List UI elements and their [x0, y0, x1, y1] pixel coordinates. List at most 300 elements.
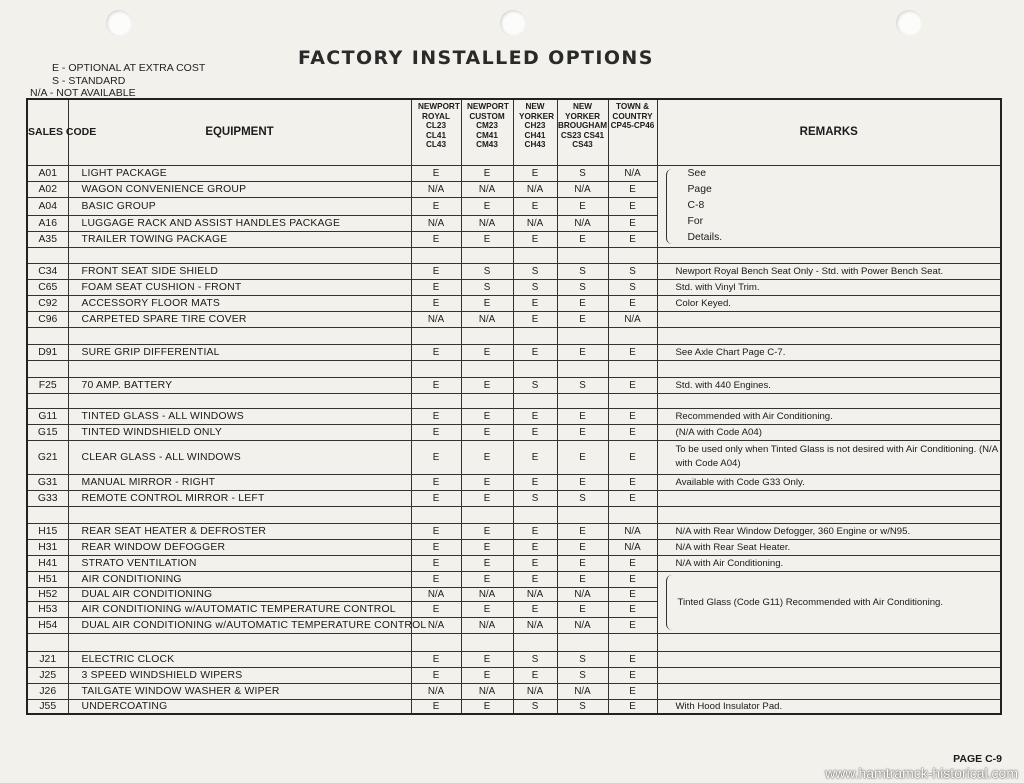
availability-cell: N/A [411, 215, 461, 231]
availability-cell: E [461, 295, 513, 311]
remark-cell: With Hood Insulator Pad. [657, 699, 1001, 714]
availability-cell: E [411, 231, 461, 247]
equipment-name: DUAL AIR CONDITIONING w/AUTOMATIC TEMPERATURE CONTROL [68, 617, 411, 633]
group-remark-line: Details. [687, 232, 723, 243]
availability-cell: N/A [557, 181, 608, 197]
availability-cell: S [557, 667, 608, 683]
spacer-row [27, 393, 1001, 408]
spacer-cell [461, 506, 513, 523]
availability-cell: E [557, 295, 608, 311]
availability-cell: E [411, 490, 461, 506]
sales-code: H52 [27, 587, 68, 601]
availability-cell: N/A [608, 539, 657, 555]
spacer-row [27, 360, 1001, 377]
sales-code: H53 [27, 601, 68, 617]
availability-cell: E [513, 571, 557, 587]
page-number: PAGE C-9 [953, 753, 1002, 765]
spacer-cell [27, 393, 68, 408]
sales-code: C92 [27, 295, 68, 311]
availability-cell: S [513, 263, 557, 279]
spacer-cell [557, 393, 608, 408]
spacer-row [27, 633, 1001, 651]
legend [30, 62, 205, 100]
availability-cell: E [461, 651, 513, 667]
spacer-cell [68, 327, 411, 344]
availability-cell: E [461, 523, 513, 539]
spacer-cell [461, 393, 513, 408]
availability-cell: E [608, 197, 657, 215]
spacer-row [27, 247, 1001, 263]
equipment-name: TINTED GLASS - ALL WINDOWS [68, 408, 411, 424]
header-model-text: TOWN & COUNTRY CP45-CP46 [610, 102, 655, 131]
equipment-name: UNDERCOATING [68, 699, 411, 714]
group-remark-line: Page [687, 184, 712, 195]
availability-cell: E [513, 601, 557, 617]
equipment-name: TRAILER TOWING PACKAGE [68, 231, 411, 247]
availability-cell: E [411, 699, 461, 714]
equipment-name: LIGHT PACKAGE [68, 165, 411, 181]
availability-cell: E [557, 231, 608, 247]
option-row [27, 377, 1001, 393]
spacer-cell [513, 327, 557, 344]
availability-cell: E [557, 601, 608, 617]
equipment-name: TINTED WINDSHIELD ONLY [68, 424, 411, 440]
spacer-cell [461, 327, 513, 344]
availability-cell: E [557, 539, 608, 555]
availability-cell: E [557, 523, 608, 539]
availability-cell: E [461, 601, 513, 617]
sales-code: J55 [27, 699, 68, 714]
availability-cell: E [557, 440, 608, 474]
availability-cell: E [513, 311, 557, 327]
spacer-cell [411, 393, 461, 408]
availability-cell: S [557, 651, 608, 667]
availability-cell: E [557, 197, 608, 215]
equipment-name: TAILGATE WINDOW WASHER & WIPER [68, 683, 411, 699]
spacer-cell [411, 360, 461, 377]
spacer-cell [68, 506, 411, 523]
spacer-cell [657, 506, 1001, 523]
availability-cell: E [513, 344, 557, 360]
option-row [27, 523, 1001, 539]
availability-cell: E [411, 474, 461, 490]
availability-cell: S [557, 165, 608, 181]
availability-cell: E [608, 587, 657, 601]
remark-cell: Recommended with Air Conditioning. [657, 408, 1001, 424]
availability-cell: S [461, 263, 513, 279]
spacer-cell [557, 247, 608, 263]
availability-cell: S [513, 377, 557, 393]
header-equipment: EQUIPMENT [68, 99, 411, 165]
spacer-cell [657, 360, 1001, 377]
spacer-cell [608, 506, 657, 523]
availability-cell: N/A [513, 617, 557, 633]
option-row [27, 165, 1001, 181]
availability-cell: E [513, 539, 557, 555]
equipment-name: FRONT SEAT SIDE SHIELD [68, 263, 411, 279]
availability-cell: N/A [411, 587, 461, 601]
equipment-name: REMOTE CONTROL MIRROR - LEFT [68, 490, 411, 506]
availability-cell: E [461, 377, 513, 393]
spacer-cell [608, 393, 657, 408]
availability-cell: E [411, 667, 461, 683]
availability-cell: E [461, 539, 513, 555]
availability-cell: E [411, 295, 461, 311]
availability-cell: E [411, 165, 461, 181]
equipment-name: AIR CONDITIONING [68, 571, 411, 587]
availability-cell: E [608, 440, 657, 474]
header-model-text: NEW YORKER CH23 CH41 CH43 [519, 102, 555, 150]
remark-cell [657, 490, 1001, 506]
option-row [27, 279, 1001, 295]
availability-cell: N/A [608, 165, 657, 181]
binder-hole-right [896, 10, 922, 36]
equipment-name: CLEAR GLASS - ALL WINDOWS [68, 440, 411, 474]
availability-cell: E [608, 490, 657, 506]
brace-mark [666, 575, 673, 630]
availability-cell: E [608, 344, 657, 360]
availability-cell: E [461, 699, 513, 714]
availability-cell: E [608, 408, 657, 424]
availability-cell: E [461, 555, 513, 571]
spacer-cell [608, 327, 657, 344]
availability-cell: E [461, 197, 513, 215]
availability-cell: N/A [461, 215, 513, 231]
equipment-name: CARPETED SPARE TIRE COVER [68, 311, 411, 327]
sales-code: G15 [27, 424, 68, 440]
equipment-name: SURE GRIP DIFFERENTIAL [68, 344, 411, 360]
option-row [27, 490, 1001, 506]
sales-code: G21 [27, 440, 68, 474]
spacer-cell [461, 247, 513, 263]
availability-cell: E [513, 295, 557, 311]
remark-cell [657, 683, 1001, 699]
spacer-cell [608, 247, 657, 263]
option-row [27, 424, 1001, 440]
availability-cell: S [557, 263, 608, 279]
availability-cell: E [461, 667, 513, 683]
option-row [27, 408, 1001, 424]
spacer-cell [657, 393, 1001, 408]
spacer-cell [411, 327, 461, 344]
header-model-text: NEWPORT ROYAL CL23 CL41 CL43 [418, 102, 460, 150]
header-model-text: NEWPORT CUSTOM CM23 CM41 CM43 [467, 102, 509, 150]
availability-cell: E [513, 555, 557, 571]
header-model-newport-royal [411, 99, 461, 165]
availability-cell: E [557, 344, 608, 360]
group-remark-line: For [687, 216, 704, 227]
sales-code: A02 [27, 181, 68, 197]
remark-cell: See Axle Chart Page C-7. [657, 344, 1001, 360]
availability-cell: E [608, 651, 657, 667]
sales-code: G11 [27, 408, 68, 424]
availability-cell: N/A [461, 587, 513, 601]
availability-cell: E [411, 539, 461, 555]
availability-cell: N/A [513, 683, 557, 699]
spacer-cell [68, 633, 411, 651]
availability-cell: E [411, 197, 461, 215]
availability-cell: E [608, 699, 657, 714]
equipment-name: FOAM SEAT CUSHION - FRONT [68, 279, 411, 295]
equipment-name: ACCESSORY FLOOR MATS [68, 295, 411, 311]
equipment-name: 70 AMP. BATTERY [68, 377, 411, 393]
availability-cell: E [461, 231, 513, 247]
spacer-cell [657, 247, 1001, 263]
option-row [27, 311, 1001, 327]
option-row [27, 555, 1001, 571]
availability-cell: E [513, 165, 557, 181]
availability-cell: E [461, 344, 513, 360]
availability-cell: E [461, 165, 513, 181]
availability-cell: E [557, 424, 608, 440]
spacer-cell [27, 247, 68, 263]
availability-cell: S [608, 279, 657, 295]
group-remark-line: See [687, 168, 706, 179]
availability-cell: E [461, 571, 513, 587]
availability-cell: E [557, 555, 608, 571]
spacer-cell [68, 247, 411, 263]
equipment-name: 3 SPEED WINDSHIELD WIPERS [68, 667, 411, 683]
remark-cell: Available with Code G33 Only. [657, 474, 1001, 490]
sales-code: H15 [27, 523, 68, 539]
availability-cell: N/A [411, 683, 461, 699]
binder-hole-left [106, 10, 132, 36]
sales-code: A01 [27, 165, 68, 181]
availability-cell: E [411, 377, 461, 393]
remark-cell: Std. with Vinyl Trim. [657, 279, 1001, 295]
sales-code: H31 [27, 539, 68, 555]
sales-code: H54 [27, 617, 68, 633]
availability-cell: S [513, 699, 557, 714]
spacer-cell [608, 360, 657, 377]
availability-cell: E [411, 263, 461, 279]
legend-optional: E - OPTIONAL AT EXTRA COST [52, 62, 206, 74]
sales-code: A16 [27, 215, 68, 231]
spacer-cell [557, 506, 608, 523]
availability-cell: E [461, 408, 513, 424]
availability-cell: E [513, 523, 557, 539]
spacer-cell [461, 360, 513, 377]
remark-cell [657, 667, 1001, 683]
availability-cell: S [513, 279, 557, 295]
availability-cell: N/A [608, 523, 657, 539]
availability-cell: E [608, 424, 657, 440]
spacer-cell [557, 633, 608, 651]
sales-code: D91 [27, 344, 68, 360]
availability-cell: E [411, 279, 461, 295]
availability-cell: E [608, 181, 657, 197]
availability-cell: S [557, 279, 608, 295]
availability-cell: E [608, 377, 657, 393]
equipment-name: ELECTRIC CLOCK [68, 651, 411, 667]
spacer-cell [513, 247, 557, 263]
equipment-name: REAR SEAT HEATER & DEFROSTER [68, 523, 411, 539]
option-row [27, 295, 1001, 311]
availability-cell: S [513, 651, 557, 667]
sales-code: C96 [27, 311, 68, 327]
availability-cell: E [608, 474, 657, 490]
availability-cell: E [557, 474, 608, 490]
spacer-cell [411, 247, 461, 263]
availability-cell: E [513, 424, 557, 440]
remark-cell [657, 311, 1001, 327]
availability-cell: E [411, 523, 461, 539]
availability-cell: N/A [513, 215, 557, 231]
remark-cell: Color Keyed. [657, 295, 1001, 311]
availability-cell: S [513, 490, 557, 506]
availability-cell: E [608, 667, 657, 683]
equipment-name: REAR WINDOW DEFOGGER [68, 539, 411, 555]
equipment-name: STRATO VENTILATION [68, 555, 411, 571]
group-remark-text: Tinted Glass (Code G11) Recommended with Air Conditioning. [677, 596, 944, 608]
sales-code: H41 [27, 555, 68, 571]
spacer-cell [513, 393, 557, 408]
spacer-cell [27, 633, 68, 651]
availability-cell: E [411, 651, 461, 667]
header-sales-code: SALES CODE [27, 99, 68, 165]
availability-cell: N/A [557, 215, 608, 231]
page-title: FACTORY INSTALLED OPTIONS [298, 47, 654, 69]
spacer-cell [27, 506, 68, 523]
availability-cell: N/A [411, 311, 461, 327]
availability-cell: N/A [557, 617, 608, 633]
availability-cell: E [513, 440, 557, 474]
availability-cell: E [557, 311, 608, 327]
option-row [27, 683, 1001, 699]
equipment-name: AIR CONDITIONING w/AUTOMATIC TEMPERATURE CONTROL [68, 601, 411, 617]
availability-cell: N/A [411, 617, 461, 633]
availability-cell: E [557, 408, 608, 424]
remark-cell: Newport Royal Bench Seat Only - Std. with Power Bench Seat. [657, 263, 1001, 279]
availability-cell: E [461, 424, 513, 440]
spacer-cell [461, 633, 513, 651]
spacer-cell [657, 633, 1001, 651]
availability-cell: E [461, 474, 513, 490]
availability-cell: N/A [461, 683, 513, 699]
option-row [27, 539, 1001, 555]
availability-cell: E [461, 490, 513, 506]
spacer-cell [27, 327, 68, 344]
group-remark-line: C-8 [687, 200, 705, 211]
availability-cell: E [608, 617, 657, 633]
availability-cell: E [411, 601, 461, 617]
availability-cell: S [461, 279, 513, 295]
availability-cell: N/A [411, 181, 461, 197]
sales-code: C65 [27, 279, 68, 295]
option-row [27, 263, 1001, 279]
remark-cell: N/A with Rear Window Defogger, 360 Engine or w/N95. [657, 523, 1001, 539]
legend-standard: S - STANDARD [52, 74, 126, 87]
availability-cell: E [411, 555, 461, 571]
availability-cell: N/A [557, 683, 608, 699]
availability-cell: N/A [513, 587, 557, 601]
spacer-cell [608, 633, 657, 651]
spacer-cell [411, 633, 461, 651]
remark-cell: N/A with Rear Seat Heater. [657, 539, 1001, 555]
availability-cell: E [411, 424, 461, 440]
availability-cell: N/A [513, 181, 557, 197]
header-model-new-yorker [513, 99, 557, 165]
remark-group-h [657, 571, 1001, 633]
availability-cell: N/A [461, 311, 513, 327]
availability-cell: E [411, 571, 461, 587]
option-row [27, 474, 1001, 490]
availability-cell: E [608, 683, 657, 699]
header-model-text: NEW YORKER BROUGHAM CS23 CS41 CS43 [557, 102, 608, 150]
spacer-cell [557, 327, 608, 344]
equipment-name: DUAL AIR CONDITIONING [68, 587, 411, 601]
binder-hole-center [500, 10, 526, 36]
sales-code: J26 [27, 683, 68, 699]
availability-cell: E [461, 440, 513, 474]
spacer-cell [68, 360, 411, 377]
sales-code: A04 [27, 197, 68, 215]
availability-cell: S [557, 490, 608, 506]
remark-cell: (N/A with Code A04) [657, 424, 1001, 440]
equipment-name: LUGGAGE RACK AND ASSIST HANDLES PACKAGE [68, 215, 411, 231]
availability-cell: E [513, 667, 557, 683]
availability-cell: E [608, 215, 657, 231]
remark-cell: Std. with 440 Engines. [657, 377, 1001, 393]
header-remarks: REMARKS [657, 99, 1001, 165]
spacer-cell [68, 393, 411, 408]
spacer-cell [411, 506, 461, 523]
availability-cell: E [411, 440, 461, 474]
sales-code: J25 [27, 667, 68, 683]
sales-code: G31 [27, 474, 68, 490]
brace-mark [666, 169, 673, 244]
availability-cell: S [557, 699, 608, 714]
header-model-town-country [608, 99, 657, 165]
remark-group-a [657, 165, 1001, 247]
spacer-row [27, 506, 1001, 523]
header-model-newport-custom [461, 99, 513, 165]
equipment-name: WAGON CONVENIENCE GROUP [68, 181, 411, 197]
sales-code: A35 [27, 231, 68, 247]
sales-code: C34 [27, 263, 68, 279]
sales-code: J21 [27, 651, 68, 667]
availability-cell: N/A [461, 181, 513, 197]
spacer-cell [513, 506, 557, 523]
spacer-cell [27, 360, 68, 377]
option-row [27, 699, 1001, 714]
remark-cell: N/A with Air Conditioning. [657, 555, 1001, 571]
spacer-cell [657, 327, 1001, 344]
availability-cell: E [513, 474, 557, 490]
legend-not-available: N/A - NOT AVAILABLE [30, 87, 136, 99]
spacer-cell [513, 633, 557, 651]
availability-cell: E [557, 571, 608, 587]
availability-cell: E [411, 344, 461, 360]
availability-cell: E [608, 601, 657, 617]
option-row [27, 571, 1001, 587]
equipment-name: BASIC GROUP [68, 197, 411, 215]
option-row [27, 651, 1001, 667]
equipment-name: MANUAL MIRROR - RIGHT [68, 474, 411, 490]
sales-code: F25 [27, 377, 68, 393]
availability-cell: E [608, 555, 657, 571]
spacer-cell [513, 360, 557, 377]
availability-cell: E [608, 231, 657, 247]
availability-cell: E [513, 408, 557, 424]
availability-cell: S [608, 263, 657, 279]
availability-cell: N/A [557, 587, 608, 601]
availability-cell: E [513, 231, 557, 247]
sales-code: G33 [27, 490, 68, 506]
header-model-new-yorker-brougham [557, 99, 608, 165]
remark-cell: To be used only when Tinted Glass is not desired with Air Conditioning. (N/A with Code A04) [657, 440, 1001, 474]
option-row [27, 667, 1001, 683]
